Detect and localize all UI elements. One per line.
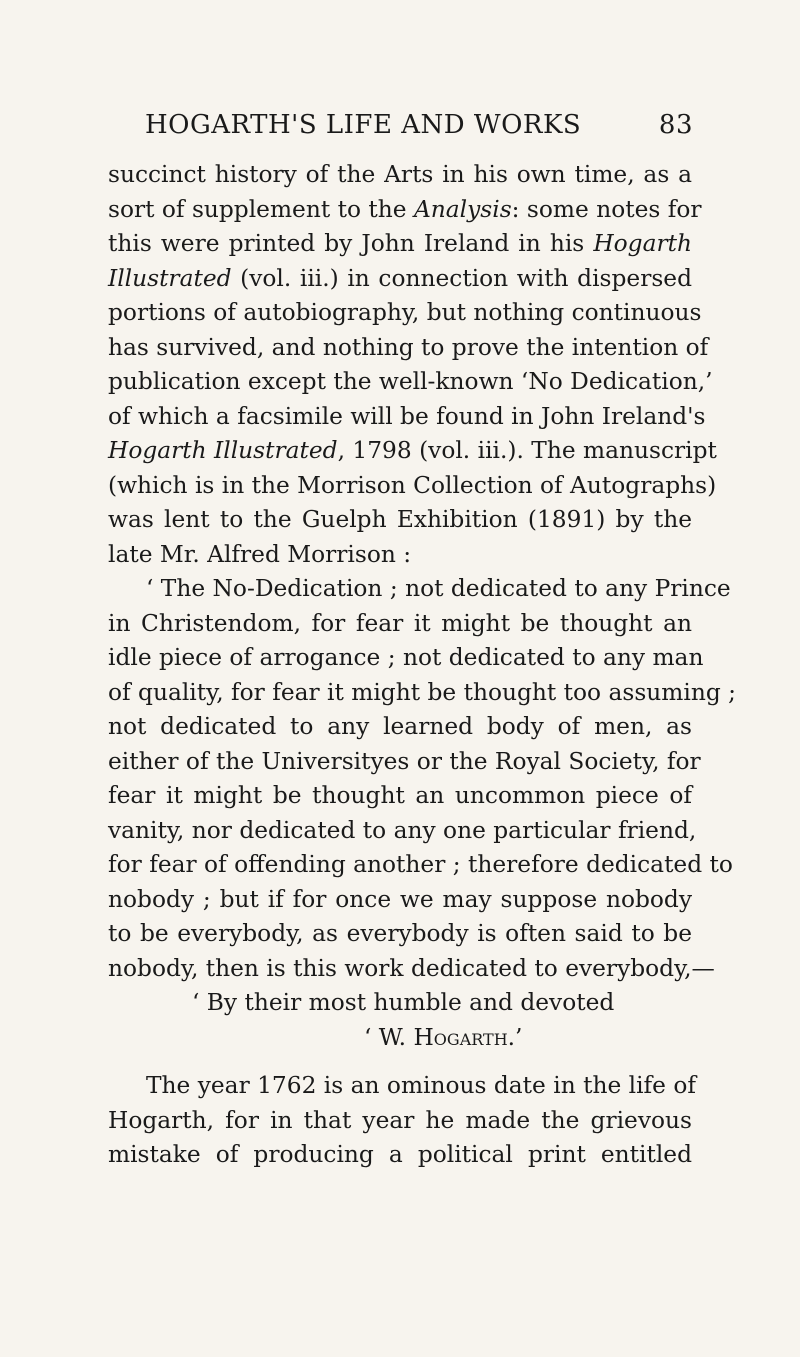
body-text [108, 158, 737, 1173]
text-line: of which a facsimile will be found in John Ireland's [108, 402, 706, 430]
text-line: this were printed by John Ireland in his Hogarth [108, 230, 692, 257]
text-line: Hogarth, for in that year he made the grievous [108, 1106, 692, 1134]
running-title: HOGARTH'S LIFE AND WORKS [145, 110, 582, 140]
text-line: Illustrated (vol. iii.) in connection with dispersed [108, 264, 692, 292]
text-line: late Mr. Alfred Morrison : [108, 540, 412, 568]
quote-line: in Christendom, for fear it might be thought an [108, 609, 692, 637]
quote-line: nobody, then is this work dedicated to everybody,— [108, 954, 715, 982]
signature-line: ‘ By their most humble and devoted [192, 989, 615, 1016]
quote-line: for fear of offending another ; therefore dedicated to [108, 851, 733, 878]
text-line: sort of supplement to the Analysis: some notes for [108, 195, 702, 223]
text-line: portions of autobiography, but nothing continuous [108, 299, 702, 326]
quote-line: fear it might be thought an uncommon piece of [108, 782, 692, 809]
page-number: 83 [658, 110, 693, 140]
quote-line: not dedicated to any learned body of men, as [108, 713, 692, 740]
text-line: The year 1762 is an ominous date in the life of [146, 1072, 697, 1099]
text-line: succinct history of the Arts in his own time, as a [108, 161, 692, 188]
quote-line: idle piece of arrogance ; not dedicated to any man [108, 644, 704, 671]
signature-name: ‘ W. Hogarth.’ [364, 1023, 523, 1051]
quote-line: to be everybody, as everybody is often said to be [108, 920, 692, 947]
quote-line: nobody ; but if for once we may suppose nobody [108, 885, 692, 913]
quote-line: of quality, for fear it might be thought too assuming ; [108, 678, 737, 706]
text-line: was lent to the Guelph Exhibition (1891) by the [108, 506, 692, 533]
quote-line: ‘ The No-Dedication ; not dedicated to any Prince [146, 575, 731, 602]
quote-line: vanity, nor dedicated to any one particular friend, [108, 816, 697, 844]
text-line: (which is in the Morrison Collection of Autographs) [108, 471, 717, 499]
text-line: publication except the well-known ‘No Dedication,’ [108, 368, 713, 395]
running-header [145, 110, 693, 146]
text-line: has survived, and nothing to prove the intention of [108, 333, 709, 361]
quote-line: either of the Universityes or the Royal Society, for [108, 747, 701, 775]
text-line: mistake of producing a political print entitled [108, 1141, 692, 1168]
text-line: Hogarth Illustrated, 1798 (vol. iii.). The manuscript [108, 437, 717, 464]
